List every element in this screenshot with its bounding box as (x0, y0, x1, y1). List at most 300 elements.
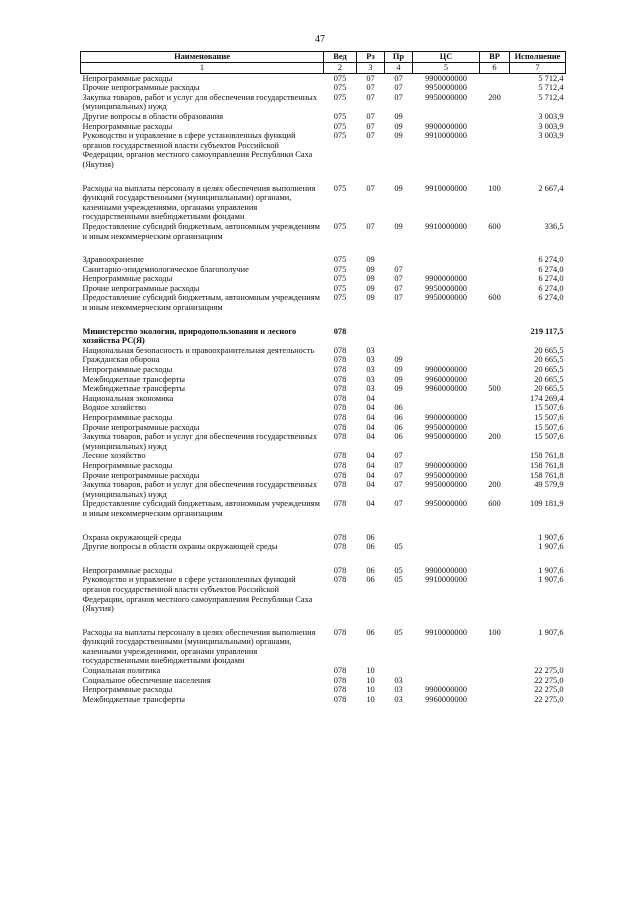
cell-vr (480, 131, 510, 169)
cell-exec: 5 712,4 (538, 73, 564, 83)
cell-cs (413, 394, 480, 404)
cell-pr: 05 (394, 575, 403, 585)
cell-vr (480, 695, 510, 705)
cell-rz: 04 (366, 403, 375, 413)
table-row (81, 413, 566, 423)
header-cs: ЦС (413, 52, 480, 63)
cell-rz (357, 327, 385, 346)
cell-pr (385, 346, 413, 356)
cell-rz: 09 (366, 283, 375, 293)
cell-name: Закупка товаров, работ и услуг для обеспечения государственных (муниципальных) нужд (82, 432, 318, 451)
cell-vr: 600 (488, 221, 501, 231)
cell-cs: 9960000000 (425, 384, 467, 394)
cell-ved: 078 (333, 460, 347, 470)
cell-rz: 07 (366, 183, 375, 193)
cell-pr: 07 (394, 83, 403, 93)
cell-pr: 07 (394, 73, 403, 83)
table-row (81, 628, 566, 666)
cell-exec: 5 712,4 (538, 83, 564, 93)
cell-name: Закупка товаров, работ и услуг для обеспечения государственных (муниципальных) нужд (82, 92, 318, 112)
cell-rz: 03 (366, 365, 375, 375)
cell-name: Национальная безопасность и правоохранительная деятельность (82, 345, 315, 355)
column-number: 2 (324, 63, 357, 74)
cell-vr (480, 575, 510, 613)
cell-cs (413, 403, 480, 413)
cell-exec: 2 667,4 (538, 183, 564, 193)
cell-name: Межбюджетные трансферты (82, 374, 186, 384)
cell-exec: 15 507,6 (534, 422, 564, 432)
cell-ved: 075 (333, 121, 347, 131)
cell-vr (480, 666, 510, 676)
cell-cs: 9900000000 (425, 685, 467, 695)
cell-name: Национальная экономика (82, 393, 174, 403)
budget-execution-table (80, 51, 566, 704)
cell-exec: 15 507,6 (534, 413, 564, 422)
cell-name: Непрограммные расходы (82, 460, 173, 470)
cell-ved: 078 (333, 675, 347, 685)
cell-name: Гражданская оборона (82, 355, 160, 365)
cell-vr (480, 346, 510, 356)
cell-vr (480, 533, 510, 543)
cell-exec: 22 275,0 (534, 685, 564, 695)
cell-rz: 06 (366, 575, 375, 585)
cell-cs: 9950000000 (425, 92, 467, 102)
cell-vr (480, 355, 510, 365)
header-ved: Вед (324, 52, 357, 63)
cell-rz: 06 (366, 532, 375, 542)
cell-ved: 078 (333, 365, 347, 375)
cell-cs (413, 112, 480, 122)
cell-name: Социальная политика (82, 666, 161, 676)
table-header-row (81, 52, 566, 63)
cell-exec: 15 507,6 (534, 432, 564, 442)
table-row (81, 461, 566, 471)
cell-vr (480, 566, 510, 576)
cell-pr: 03 (394, 694, 403, 704)
cell-ved: 075 (333, 255, 347, 265)
cell-vr (480, 112, 510, 122)
cell-ved: 078 (333, 575, 347, 585)
table-row (81, 542, 566, 552)
cell-cs: 9900000000 (425, 121, 467, 131)
cell-rz: 04 (366, 499, 375, 509)
cell-rz: 09 (366, 274, 375, 284)
cell-ved: 075 (333, 264, 347, 274)
cell-exec: 22 275,0 (534, 675, 564, 685)
cell-name: Прочие непрограммные расходы (82, 283, 200, 293)
row-spacer-cell (81, 241, 566, 255)
table-row (81, 471, 566, 481)
cell-exec: 20 665,5 (534, 365, 564, 375)
cell-ved: 078 (333, 422, 347, 432)
cell-name: Водное хозяйство (82, 403, 147, 413)
cell-ved: 078 (333, 403, 347, 413)
cell-cs (413, 451, 480, 461)
cell-name: Непрограммные расходы (82, 685, 173, 695)
cell-cs: 9950000000 (425, 499, 467, 509)
table-body (81, 73, 566, 704)
cell-cs (413, 666, 480, 676)
table-row (81, 499, 566, 518)
cell-rz: 06 (366, 565, 375, 575)
cell-pr: 05 (394, 542, 403, 552)
cell-pr: 03 (394, 685, 403, 695)
row-spacer (81, 241, 566, 255)
cell-exec: 22 275,0 (534, 694, 564, 704)
cell-rz: 04 (366, 451, 375, 461)
cell-ved: 078 (333, 532, 347, 542)
table-row (81, 131, 566, 169)
table-row (81, 403, 566, 413)
table-row (81, 423, 566, 433)
cell-vr (480, 83, 510, 93)
cell-exec: 3 003,9 (538, 131, 564, 141)
cell-cs: 9950000000 (425, 432, 467, 442)
cell-vr: 100 (488, 627, 501, 637)
cell-name: Прочие непрограммные расходы (82, 422, 200, 432)
cell-exec: 20 665,5 (534, 384, 564, 394)
cell-cs (413, 355, 480, 365)
cell-cs: 9900000000 (425, 413, 467, 422)
cell-vr (480, 375, 510, 385)
cell-name: Расходы на выплаты персоналу в целях обеспечения выполнения функций государственными (муниципальными) органами, казенными учреждениями, органами управления государственными внебюджетными фондами (82, 627, 316, 666)
cell-ved: 078 (333, 374, 347, 384)
table-row (81, 394, 566, 404)
cell-rz: 03 (366, 374, 375, 384)
cell-pr: 09 (394, 111, 403, 121)
cell-name: Охрана окружающей среды (82, 532, 182, 542)
cell-exec: 174 269,4 (530, 393, 564, 403)
cell-vr (480, 327, 510, 346)
column-number: 5 (413, 63, 480, 74)
cell-pr: 03 (394, 675, 403, 685)
cell-name: Межбюджетные трансферты (82, 384, 186, 394)
table-row (81, 327, 566, 346)
cell-rz: 04 (366, 422, 375, 432)
cell-pr: 07 (394, 264, 403, 274)
cell-ved: 078 (333, 685, 347, 695)
cell-cs: 9910000000 (425, 183, 467, 193)
cell-name: Прочие непрограммные расходы (82, 470, 200, 480)
cell-pr (385, 533, 413, 543)
cell-rz: 09 (366, 264, 375, 274)
cell-rz: 07 (366, 92, 375, 102)
cell-pr (385, 327, 413, 346)
cell-ved: 075 (333, 83, 347, 93)
cell-cs: 9910000000 (425, 221, 467, 231)
cell-cs (413, 346, 480, 356)
cell-name: Другие вопросы в области образования (82, 111, 224, 121)
cell-pr (385, 255, 413, 265)
cell-exec: 3 003,9 (538, 121, 564, 131)
table-row (81, 676, 566, 686)
cell-pr (385, 666, 413, 676)
column-number: 1 (81, 63, 324, 74)
table-row (81, 695, 566, 705)
cell-pr: 09 (394, 221, 403, 231)
cell-exec: 1 907,6 (538, 542, 564, 552)
cell-exec: 6 274,0 (538, 293, 564, 303)
cell-exec: 6 274,0 (538, 274, 564, 284)
cell-cs: 9900000000 (425, 73, 467, 83)
cell-name: Расходы на выплаты персоналу в целях обеспечения выполнения функций государственными (муниципальными) органами, казенными учреждениями, органами управления государственными внебюджетными фондами (82, 183, 316, 222)
cell-exec: 3 003,9 (538, 111, 564, 121)
header-name: Наименование (81, 52, 324, 63)
cell-pr: 09 (394, 121, 403, 131)
cell-rz: 10 (366, 675, 375, 685)
cell-pr: 07 (394, 460, 403, 470)
cell-vr: 100 (488, 183, 501, 193)
table-row (81, 365, 566, 375)
cell-exec: 20 665,5 (534, 374, 564, 384)
cell-pr: 09 (394, 131, 403, 141)
row-spacer (81, 519, 566, 533)
cell-exec: 1 907,6 (538, 532, 564, 542)
cell-pr: 07 (394, 293, 403, 303)
cell-cs: 9950000000 (425, 480, 467, 490)
cell-vr (480, 73, 510, 83)
cell-cs: 9900000000 (425, 274, 467, 284)
cell-ved: 078 (333, 393, 347, 403)
cell-name: Прочие непрограммные расходы (82, 83, 200, 93)
cell-rz: 04 (366, 470, 375, 480)
column-number: 7 (510, 63, 566, 74)
cell-rz: 03 (366, 345, 375, 355)
cell-vr (480, 685, 510, 695)
cell-cs: 9950000000 (425, 283, 467, 293)
cell-cs: 9910000000 (425, 131, 467, 141)
cell-name: Непрограммные расходы (82, 73, 173, 83)
cell-ved: 078 (333, 565, 347, 575)
cell-cs: 9950000000 (425, 83, 467, 93)
cell-exec: 6 274,0 (538, 264, 564, 274)
table-row (81, 346, 566, 356)
cell-ved: 075 (333, 92, 347, 102)
cell-rz: 07 (366, 73, 375, 83)
table-row (81, 274, 566, 284)
cell-ved: 078 (333, 451, 347, 461)
row-spacer (81, 614, 566, 628)
cell-cs (413, 265, 480, 275)
cell-exec: 22 275,0 (534, 666, 564, 676)
cell-exec: 20 665,5 (534, 355, 564, 365)
cell-name: Предоставление субсидий бюджетным, автономным учреждениям и иным некоммерческим организациям (82, 293, 320, 313)
cell-rz: 07 (366, 83, 375, 93)
cell-ved: 078 (333, 542, 347, 552)
cell-ved: 078 (333, 413, 347, 422)
cell-cs: 9950000000 (425, 293, 467, 303)
cell-vr (480, 274, 510, 284)
cell-ved: 078 (333, 355, 347, 365)
cell-vr (480, 122, 510, 132)
cell-name: Непрограммные расходы (82, 365, 173, 375)
page-number: 47 (315, 34, 325, 45)
cell-vr (480, 413, 510, 423)
table-row (81, 432, 566, 451)
cell-rz: 04 (366, 432, 375, 442)
cell-pr: 05 (394, 565, 403, 575)
cell-vr (480, 403, 510, 413)
cell-rz: 03 (366, 355, 375, 365)
cell-pr: 07 (394, 274, 403, 284)
cell-cs: 9910000000 (425, 575, 467, 585)
cell-name: Непрограммные расходы (82, 274, 173, 284)
cell-rz: 09 (366, 293, 375, 303)
cell-exec: 109 181,9 (530, 499, 564, 509)
header-exec: Исполнение (510, 52, 566, 63)
cell-name: Министерство экологии, природопользования и лесного хозяйства РС(Я) (82, 326, 297, 346)
cell-name: Закупка товаров, работ и услуг для обеспечения государственных (муниципальных) нужд (82, 480, 318, 499)
cell-ved: 078 (333, 326, 347, 336)
table-row (81, 83, 566, 93)
cell-name: Лесное хозяйство (82, 451, 146, 461)
table-row (81, 480, 566, 499)
cell-ved: 078 (333, 470, 347, 480)
cell-exec: 219 117,5 (530, 326, 564, 336)
cell-pr: 07 (394, 283, 403, 293)
table-row (81, 355, 566, 365)
cell-rz: 03 (366, 384, 375, 394)
table-row (81, 666, 566, 676)
cell-pr: 07 (394, 499, 403, 509)
cell-cs (413, 676, 480, 686)
cell-name: Предоставление субсидий бюджетным, автономным учреждениям и иным некоммерческим организациям (82, 499, 320, 518)
row-spacer-cell (81, 170, 566, 184)
table-row (81, 265, 566, 275)
cell-name: Непрограммные расходы (82, 565, 173, 575)
cell-cs: 9960000000 (425, 374, 467, 384)
cell-name: Непрограммные расходы (82, 121, 173, 131)
row-spacer (81, 170, 566, 184)
table-row (81, 93, 566, 112)
cell-cs: 9900000000 (425, 565, 467, 575)
table-row (81, 384, 566, 394)
cell-name: Здравоохранение (82, 255, 144, 265)
cell-vr: 600 (488, 293, 501, 303)
cell-rz: 07 (366, 131, 375, 141)
table-row (81, 122, 566, 132)
cell-vr (480, 365, 510, 375)
cell-vr (480, 255, 510, 265)
cell-name: Предоставление субсидий бюджетным, автономным учреждениям и иным некоммерческим организациям (82, 221, 320, 241)
cell-exec: 1 907,6 (538, 575, 564, 585)
cell-name: Руководство и управление в сфере установленных функций органов государственной власти субъектов Российской Федерации, органов местного самоуправления Республики Саха (Якутия) (82, 131, 313, 169)
cell-pr: 06 (394, 422, 403, 432)
cell-name: Руководство и управление в сфере установленных функций органов государственной власти субъектов Российской Федерации, органов местного самоуправления Республики Саха (Якутия) (82, 575, 313, 614)
row-spacer-cell (81, 614, 566, 628)
cell-pr: 09 (394, 183, 403, 193)
cell-pr (385, 394, 413, 404)
cell-cs: 9910000000 (425, 627, 467, 637)
cell-pr: 09 (394, 384, 403, 394)
row-spacer-cell (81, 519, 566, 533)
cell-cs (413, 327, 480, 346)
column-number: 3 (357, 63, 385, 74)
cell-exec: 1 907,6 (538, 565, 564, 575)
cell-vr (480, 284, 510, 294)
table-row (81, 375, 566, 385)
cell-cs: 9900000000 (425, 460, 467, 470)
table-column-numbers-row (81, 63, 566, 74)
cell-cs (413, 255, 480, 265)
cell-vr: 500 (488, 384, 501, 394)
cell-cs (413, 533, 480, 543)
row-spacer-cell (81, 552, 566, 566)
cell-cs: 9950000000 (425, 470, 467, 480)
cell-rz: 04 (366, 413, 375, 422)
cell-rz: 04 (366, 460, 375, 470)
cell-vr (480, 451, 510, 461)
column-number: 4 (385, 63, 413, 74)
cell-rz: 04 (366, 480, 375, 490)
row-spacer (81, 552, 566, 566)
cell-ved: 075 (333, 111, 347, 121)
cell-vr: 200 (488, 432, 501, 442)
cell-exec: 49 579,9 (534, 480, 564, 490)
cell-exec: 336,5 (544, 221, 564, 231)
cell-ved: 075 (333, 221, 347, 231)
cell-exec: 6 274,0 (538, 283, 564, 293)
cell-cs: 9950000000 (425, 422, 467, 432)
header-pr: Пр (385, 52, 413, 63)
cell-name: Непрограммные расходы (82, 413, 173, 422)
cell-pr: 06 (394, 413, 403, 422)
cell-vr: 200 (488, 480, 501, 490)
table-row (81, 533, 566, 543)
cell-vr (480, 542, 510, 552)
cell-ved: 075 (333, 183, 347, 193)
cell-ved: 078 (333, 480, 347, 490)
cell-pr: 06 (394, 403, 403, 413)
table-row (81, 566, 566, 576)
table-row (81, 284, 566, 294)
cell-rz: 06 (366, 542, 375, 552)
cell-rz: 07 (366, 121, 375, 131)
cell-exec: 20 665,5 (534, 345, 564, 355)
cell-pr: 07 (394, 470, 403, 480)
cell-vr (480, 265, 510, 275)
cell-exec: 5 712,4 (538, 92, 564, 102)
table-row (81, 112, 566, 122)
cell-rz: 10 (366, 694, 375, 704)
cell-ved: 075 (333, 283, 347, 293)
cell-rz: 09 (366, 255, 375, 265)
cell-vr (480, 676, 510, 686)
table-row (81, 184, 566, 222)
cell-exec: 15 507,6 (534, 403, 564, 413)
cell-ved: 075 (333, 274, 347, 284)
cell-exec: 158 761,8 (530, 451, 564, 461)
cell-rz: 07 (366, 221, 375, 231)
cell-rz: 04 (366, 393, 375, 403)
cell-name: Межбюджетные трансферты (82, 694, 186, 704)
table-row (81, 685, 566, 695)
cell-ved: 078 (333, 499, 347, 509)
table-row (81, 73, 566, 83)
table-row (81, 575, 566, 613)
cell-name: Социальное обеспечение населения (82, 675, 211, 685)
cell-ved: 078 (333, 694, 347, 704)
cell-exec: 158 761,8 (530, 470, 564, 480)
cell-pr: 09 (394, 365, 403, 375)
cell-ved: 078 (333, 666, 347, 676)
table-row (81, 293, 566, 312)
row-spacer-cell (81, 313, 566, 327)
cell-name: Другие вопросы в области охраны окружающей среды (82, 542, 278, 552)
cell-pr: 07 (394, 92, 403, 102)
row-spacer (81, 313, 566, 327)
cell-vr: 200 (488, 92, 501, 102)
